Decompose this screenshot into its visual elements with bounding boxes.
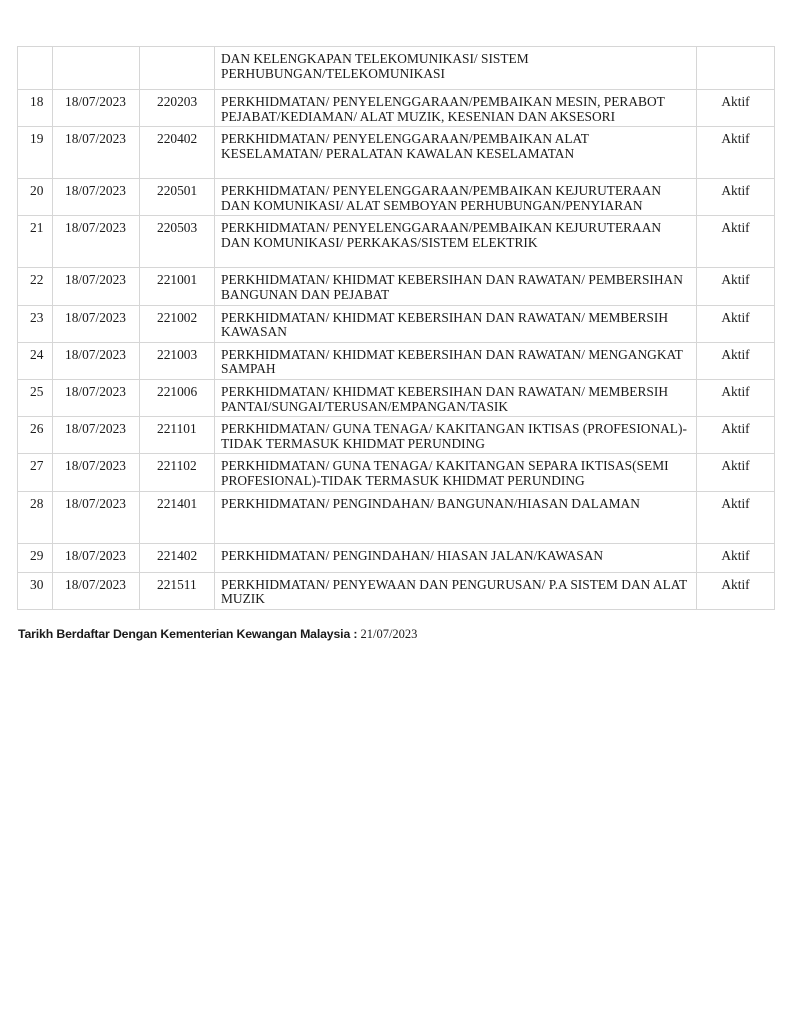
row-number [18, 47, 53, 90]
table-row [18, 268, 775, 305]
row-status: Aktif [697, 491, 775, 543]
row-date: 18/07/2023 [53, 127, 140, 179]
row-number: 21 [18, 216, 53, 268]
row-number: 29 [18, 543, 53, 572]
registration-table [17, 46, 775, 610]
row-date [53, 47, 140, 90]
table-row [18, 90, 775, 127]
row-date: 18/07/2023 [53, 543, 140, 572]
registration-date-footer [18, 627, 417, 642]
row-code: 221102 [140, 454, 215, 491]
row-date: 18/07/2023 [53, 417, 140, 454]
row-date: 18/07/2023 [53, 268, 140, 305]
row-number: 27 [18, 454, 53, 491]
row-date: 18/07/2023 [53, 379, 140, 416]
row-number: 28 [18, 491, 53, 543]
table-row [18, 543, 775, 572]
row-status [697, 47, 775, 90]
row-date: 18/07/2023 [53, 491, 140, 543]
table-row [18, 491, 775, 543]
row-code: 220503 [140, 216, 215, 268]
row-description: PERKHIDMATAN/ GUNA TENAGA/ KAKITANGAN SEPARA IKTISAS(SEMI PROFESIONAL)-TIDAK TERMASUK KHIDMAT PERUNDING [215, 454, 697, 491]
row-date: 18/07/2023 [53, 342, 140, 379]
row-code [140, 47, 215, 90]
row-code: 220501 [140, 179, 215, 216]
table-row [18, 379, 775, 416]
table-row [18, 305, 775, 342]
row-date: 18/07/2023 [53, 572, 140, 609]
row-description: PERKHIDMATAN/ PENYELENGGARAAN/PEMBAIKAN ALAT KESELAMATAN/ PERALATAN KAWALAN KESELAMATAN [215, 127, 697, 179]
row-status: Aktif [697, 305, 775, 342]
row-status: Aktif [697, 127, 775, 179]
row-status: Aktif [697, 268, 775, 305]
row-date: 18/07/2023 [53, 305, 140, 342]
table-row [18, 572, 775, 609]
registration-table-wrapper [17, 46, 774, 610]
row-description: PERKHIDMATAN/ KHIDMAT KEBERSIHAN DAN RAWATAN/ MEMBERSIH KAWASAN [215, 305, 697, 342]
table-row [18, 342, 775, 379]
row-status: Aktif [697, 379, 775, 416]
row-status: Aktif [697, 572, 775, 609]
row-description: PERKHIDMATAN/ PENGINDAHAN/ HIASAN JALAN/KAWASAN [215, 543, 697, 572]
registration-date-value: 21/07/2023 [360, 627, 418, 641]
row-code: 221001 [140, 268, 215, 305]
row-number: 22 [18, 268, 53, 305]
row-description: PERKHIDMATAN/ PENYELENGGARAAN/PEMBAIKAN KEJURUTERAAN DAN KOMUNIKASI/ ALAT SEMBOYAN PERHUBUNGAN/PENYIARAN [215, 179, 697, 216]
row-number: 18 [18, 90, 53, 127]
registration-date-label: Tarikh Berdaftar Dengan Kementerian Kewangan Malaysia : [18, 627, 358, 641]
row-number: 20 [18, 179, 53, 216]
row-description: PERKHIDMATAN/ PENGINDAHAN/ BANGUNAN/HIASAN DALAMAN [215, 491, 697, 543]
row-code: 221401 [140, 491, 215, 543]
row-description: PERKHIDMATAN/ KHIDMAT KEBERSIHAN DAN RAWATAN/ MENGANGKAT SAMPAH [215, 342, 697, 379]
row-code: 221402 [140, 543, 215, 572]
table-row [18, 127, 775, 179]
table-row [18, 216, 775, 268]
row-description: PERKHIDMATAN/ KHIDMAT KEBERSIHAN DAN RAWATAN/ MEMBERSIH PANTAI/SUNGAI/TERUSAN/EMPANGAN/TASIK [215, 379, 697, 416]
row-number: 25 [18, 379, 53, 416]
table-row [18, 454, 775, 491]
row-status: Aktif [697, 342, 775, 379]
row-date: 18/07/2023 [53, 454, 140, 491]
row-status: Aktif [697, 417, 775, 454]
row-description: DAN KELENGKAPAN TELEKOMUNIKASI/ SISTEM PERHUBUNGAN/TELEKOMUNIKASI [215, 47, 697, 90]
row-code: 221006 [140, 379, 215, 416]
row-code: 221511 [140, 572, 215, 609]
row-description: PERKHIDMATAN/ PENYEWAAN DAN PENGURUSAN/ P.A SISTEM DAN ALAT MUZIK [215, 572, 697, 609]
row-number: 23 [18, 305, 53, 342]
row-code: 221003 [140, 342, 215, 379]
table-body [18, 47, 775, 610]
table-row [18, 417, 775, 454]
row-description: PERKHIDMATAN/ GUNA TENAGA/ KAKITANGAN IKTISAS (PROFESIONAL)-TIDAK TERMASUK KHIDMAT PERUNDING [215, 417, 697, 454]
row-code: 221101 [140, 417, 215, 454]
row-code: 220402 [140, 127, 215, 179]
row-number: 19 [18, 127, 53, 179]
table-row [18, 47, 775, 90]
row-status: Aktif [697, 543, 775, 572]
row-status: Aktif [697, 90, 775, 127]
row-number: 24 [18, 342, 53, 379]
row-date: 18/07/2023 [53, 179, 140, 216]
row-status: Aktif [697, 179, 775, 216]
row-status: Aktif [697, 454, 775, 491]
row-number: 30 [18, 572, 53, 609]
table-row [18, 179, 775, 216]
row-description: PERKHIDMATAN/ KHIDMAT KEBERSIHAN DAN RAWATAN/ PEMBERSIHAN BANGUNAN DAN PEJABAT [215, 268, 697, 305]
row-date: 18/07/2023 [53, 90, 140, 127]
row-description: PERKHIDMATAN/ PENYELENGGARAAN/PEMBAIKAN MESIN, PERABOT PEJABAT/KEDIAMAN/ ALAT MUZIK, KESENIAN DAN AKSESORI [215, 90, 697, 127]
row-number: 26 [18, 417, 53, 454]
row-code: 221002 [140, 305, 215, 342]
row-status: Aktif [697, 216, 775, 268]
row-code: 220203 [140, 90, 215, 127]
row-date: 18/07/2023 [53, 216, 140, 268]
row-description: PERKHIDMATAN/ PENYELENGGARAAN/PEMBAIKAN KEJURUTERAAN DAN KOMUNIKASI/ PERKAKAS/SISTEM ELEKTRIK [215, 216, 697, 268]
